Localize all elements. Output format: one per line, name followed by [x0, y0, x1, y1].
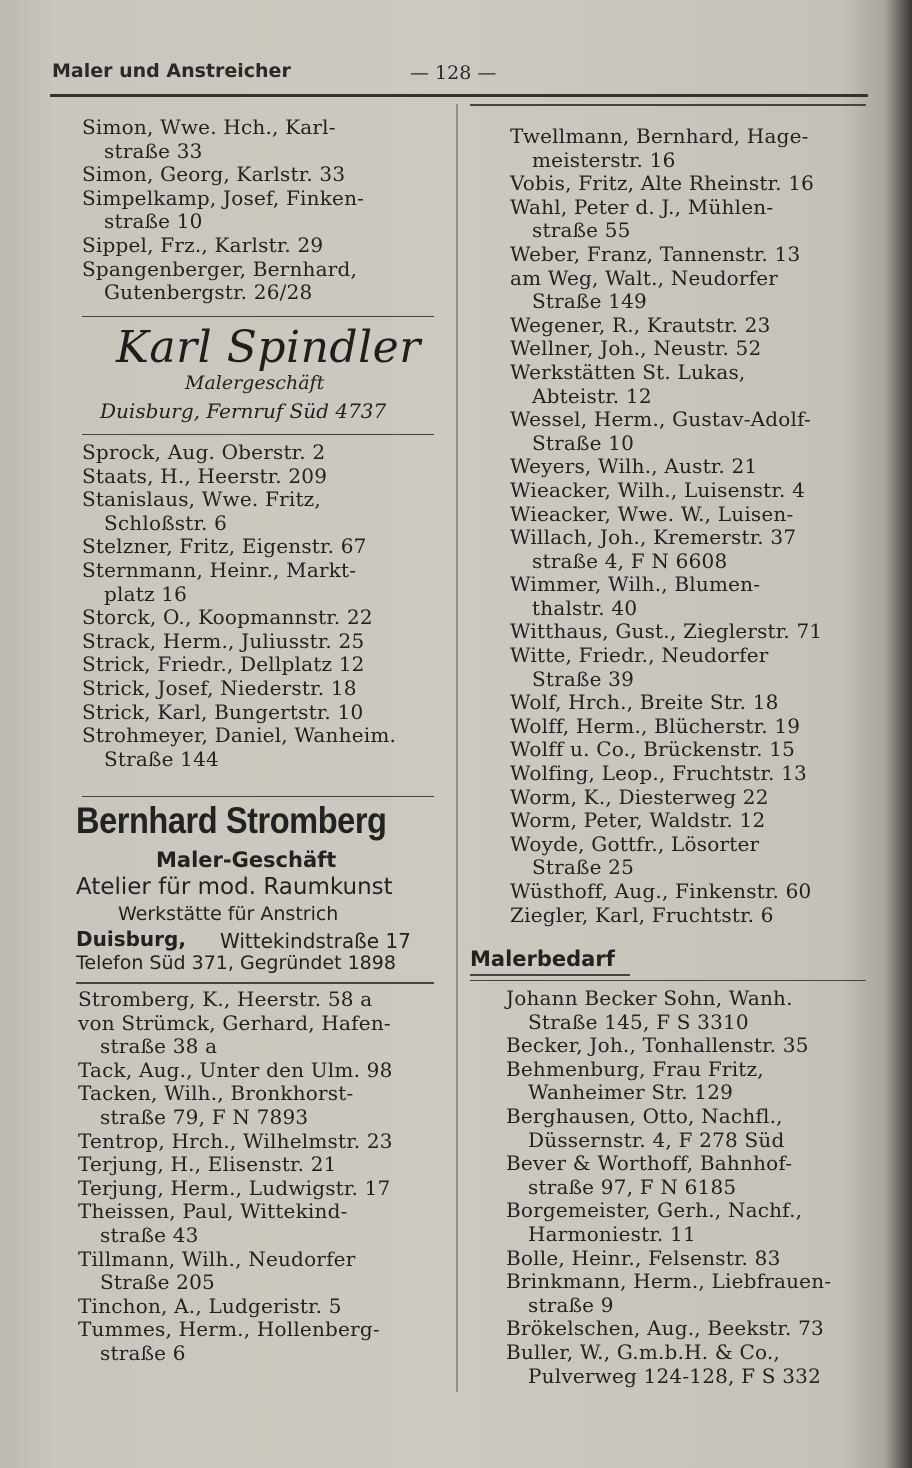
- page-number: — 128 —: [410, 62, 497, 84]
- right-top-rule: [470, 104, 866, 106]
- ad-stromberg-name: Bernhard Stromberg: [76, 800, 387, 841]
- ad2-rule-bottom: [76, 982, 434, 984]
- directory-entry-continuation: straße 38 a: [100, 1034, 218, 1059]
- section-rule: [470, 980, 866, 981]
- directory-entry-continuation: platz 16: [104, 581, 188, 606]
- directory-entry-continuation: Gutenbergstr. 26/28: [104, 280, 313, 305]
- directory-entry-continuation: Wanheimer Str. 129: [528, 1080, 734, 1105]
- directory-entry: Strack, Herm., Juliusstr. 25: [82, 628, 365, 653]
- directory-entry: Theissen, Paul, Wittekind-: [78, 1199, 348, 1224]
- directory-entry: Simon, Georg, Karlstr. 33: [82, 162, 346, 187]
- directory-entry: Tacken, Wilh., Bronkhorst-: [78, 1081, 354, 1106]
- directory-entry: Wieacker, Wilh., Luisenstr. 4: [510, 477, 805, 502]
- directory-entry: Weber, Franz, Tannenstr. 13: [510, 241, 801, 266]
- ad-stromberg-city: Duisburg,: [76, 927, 186, 951]
- directory-entry: Berghausen, Otto, Nachfl.,: [506, 1103, 783, 1128]
- directory-entry: Wellner, Joh., Neustr. 52: [510, 336, 762, 361]
- directory-entry: Becker, Joh., Tonhallenstr. 35: [506, 1033, 809, 1058]
- directory-entry-continuation: Straße 25: [532, 855, 635, 880]
- ad2-rule-top: [82, 796, 434, 797]
- directory-entry: am Weg, Walt., Neudorfer: [510, 265, 778, 290]
- directory-entry: Witte, Friedr., Neudorfer: [510, 643, 769, 668]
- directory-entry-continuation: straße 10: [104, 209, 203, 234]
- directory-entry-continuation: straße 43: [100, 1222, 199, 1247]
- directory-entry: Sprock, Aug. Oberstr. 2: [82, 440, 326, 464]
- directory-entry: Strohmeyer, Daniel, Wanheim.: [82, 723, 397, 748]
- directory-entry: Behmenburg, Frau Fritz,: [506, 1056, 764, 1081]
- ad-stromberg-line1: Atelier für mod. Raumkunst: [76, 874, 393, 900]
- directory-entry-continuation: thalstr. 40: [532, 595, 638, 620]
- directory-entry-continuation: Straße 145, F S 3310: [528, 1009, 749, 1034]
- directory-entry-continuation: straße 6: [100, 1340, 186, 1365]
- ad-stromberg-phone: Telefon Süd 371, Gegründet 1898: [76, 952, 396, 974]
- directory-entry: Borgemeister, Gerh., Nachf.,: [506, 1198, 803, 1223]
- left-column-top: [82, 116, 442, 305]
- directory-entry: von Strümck, Gerhard, Hafen-: [78, 1010, 391, 1035]
- directory-entry-continuation: straße 4, F N 6608: [532, 548, 728, 573]
- directory-entry: Woyde, Gottfr., Lösorter: [510, 831, 760, 856]
- right-column-bottom: [506, 987, 876, 1388]
- directory-entry-continuation: Straße 39: [532, 666, 635, 691]
- directory-entry-continuation: straße 55: [532, 218, 631, 243]
- directory-entry: Buller, W., G.m.b.H. & Co.,: [506, 1339, 780, 1364]
- directory-entry-continuation: straße 33: [104, 138, 203, 163]
- directory-entry: Simpelkamp, Josef, Finken-: [82, 185, 365, 210]
- directory-entry: Brökelschen, Aug., Beekstr. 73: [506, 1316, 824, 1341]
- directory-entry: Wimmer, Wilh., Blumen-: [510, 572, 761, 597]
- directory-entry: Worm, Peter, Waldstr. 12: [510, 808, 766, 833]
- directory-entry: Brinkmann, Herm., Liebfrauen-: [506, 1269, 832, 1294]
- ad-stromberg-business: Maler-Geschäft: [156, 848, 337, 872]
- directory-entry-continuation: meisterstr. 16: [532, 147, 676, 172]
- directory-entry-continuation: straße 79, F N 7893: [100, 1104, 309, 1129]
- directory-entry: Strick, Friedr., Dellplatz 12: [82, 652, 365, 677]
- directory-entry-continuation: Straße 10: [532, 430, 635, 455]
- directory-entry: Wolfing, Leop., Fruchtstr. 13: [510, 761, 807, 786]
- directory-entry: Twellmann, Bernhard, Hage-: [510, 124, 809, 148]
- directory-entry: Vobis, Fritz, Alte Rheinstr. 16: [510, 171, 815, 196]
- directory-entry: Worm, K., Diesterweg 22: [510, 784, 769, 809]
- ad-stromberg-street: Wittekindstraße 17: [220, 929, 411, 953]
- directory-entry-continuation: Straße 149: [532, 289, 647, 314]
- directory-entry: Wieacker, Wwe. W., Luisen-: [510, 501, 794, 526]
- directory-entry: Tillmann, Wilh., Neudorfer: [78, 1246, 356, 1271]
- directory-entry: Staats, H., Heerstr. 209: [82, 463, 328, 488]
- directory-entry-continuation: straße 9: [528, 1292, 614, 1317]
- ad-rule-bottom: [82, 434, 434, 435]
- directory-entry: Ziegler, Karl, Fruchtstr. 6: [510, 902, 774, 927]
- ad-spindler-business: Malergeschäft: [185, 372, 325, 394]
- column-divider: [456, 104, 458, 1392]
- directory-entry-continuation: Schloßstr. 6: [104, 510, 228, 535]
- left-column-bottom: [78, 988, 446, 1366]
- directory-entry-continuation: Pulverweg 124-128, F S 332: [528, 1363, 822, 1388]
- ad-stromberg-line2: Werkstätte für Anstrich: [118, 903, 339, 925]
- directory-entry-continuation: Düssernstr. 4, F 278 Süd: [528, 1127, 785, 1152]
- directory-entry: Wolf, Hrch., Breite Str. 18: [510, 690, 779, 715]
- directory-entry: Sippel, Frz., Karlstr. 29: [82, 232, 324, 257]
- directory-entry: Spangenberger, Bernhard,: [82, 256, 358, 281]
- directory-entry: Strick, Karl, Bungertstr. 10: [82, 699, 364, 724]
- directory-entry: Weyers, Wilh., Austr. 21: [510, 454, 758, 479]
- directory-entry: Tummes, Herm., Hollenberg-: [78, 1317, 380, 1342]
- directory-entry: Wolff, Herm., Blücherstr. 19: [510, 713, 801, 738]
- directory-entry: Strick, Josef, Niederstr. 18: [82, 675, 357, 700]
- directory-entry: Bolle, Heinr., Felsenstr. 83: [506, 1245, 781, 1270]
- directory-entry: Simon, Wwe. Hch., Karl-: [82, 115, 336, 139]
- directory-entry: Willach, Joh., Kremerstr. 37: [510, 525, 797, 550]
- directory-entry: Tinchon, A., Ludgeristr. 5: [78, 1293, 342, 1318]
- section-header: Maler und Anstreicher: [52, 60, 291, 82]
- header-rule: [50, 94, 868, 97]
- directory-entry-continuation: straße 97, F N 6185: [528, 1174, 737, 1199]
- directory-entry-continuation: Straße 144: [104, 746, 219, 771]
- directory-entry: Terjung, H., Elisenstr. 21: [78, 1152, 337, 1177]
- directory-entry: Tentrop, Hrch., Wilhelmstr. 23: [78, 1128, 393, 1153]
- directory-entry-continuation: Abteistr. 12: [532, 383, 652, 408]
- ad-spindler-name: Karl Spindler: [116, 322, 421, 373]
- right-column-top: [510, 125, 880, 927]
- directory-entry: Witthaus, Gust., Zieglerstr. 71: [510, 619, 823, 644]
- left-column-middle: [82, 441, 442, 771]
- directory-entry: Stelzner, Fritz, Eigenstr. 67: [82, 534, 367, 559]
- directory-entry: Wahl, Peter d. J., Mühlen-: [510, 194, 774, 219]
- directory-entry: Stromberg, K., Heerstr. 58 a: [78, 987, 373, 1011]
- directory-entry: Terjung, Herm., Ludwigstr. 17: [78, 1175, 391, 1200]
- directory-entry: Wüsthoff, Aug., Finkenstr. 60: [510, 879, 812, 903]
- directory-entry: Johann Becker Sohn, Wanh.: [506, 986, 793, 1010]
- directory-entry: Sternmann, Heinr., Markt-: [82, 557, 357, 582]
- ad-spindler-contact: Duisburg, Fernruf Süd 4737: [100, 399, 387, 423]
- directory-entry: Werkstätten St. Lukas,: [510, 359, 746, 384]
- directory-entry: Tack, Aug., Unter den Ulm. 98: [78, 1057, 393, 1082]
- directory-entry: Wegener, R., Krautstr. 23: [510, 312, 771, 337]
- directory-entry-continuation: Harmoniestr. 11: [528, 1221, 696, 1246]
- section-malerbedarf-title: Malerbedarf: [470, 947, 615, 971]
- ad-rule-top: [82, 316, 434, 317]
- directory-entry: Storck, O., Koopmannstr. 22: [82, 605, 373, 630]
- directory-entry: Bever & Worthoff, Bahnhof-: [506, 1151, 793, 1176]
- directory-entry: Wessel, Herm., Gustav-Adolf-: [510, 407, 811, 432]
- directory-entry: Wolff u. Co., Brückenstr. 15: [510, 737, 796, 762]
- section-underline: [470, 974, 630, 976]
- directory-entry: Stanislaus, Wwe. Fritz,: [82, 487, 321, 512]
- directory-entry-continuation: Straße 205: [100, 1270, 215, 1295]
